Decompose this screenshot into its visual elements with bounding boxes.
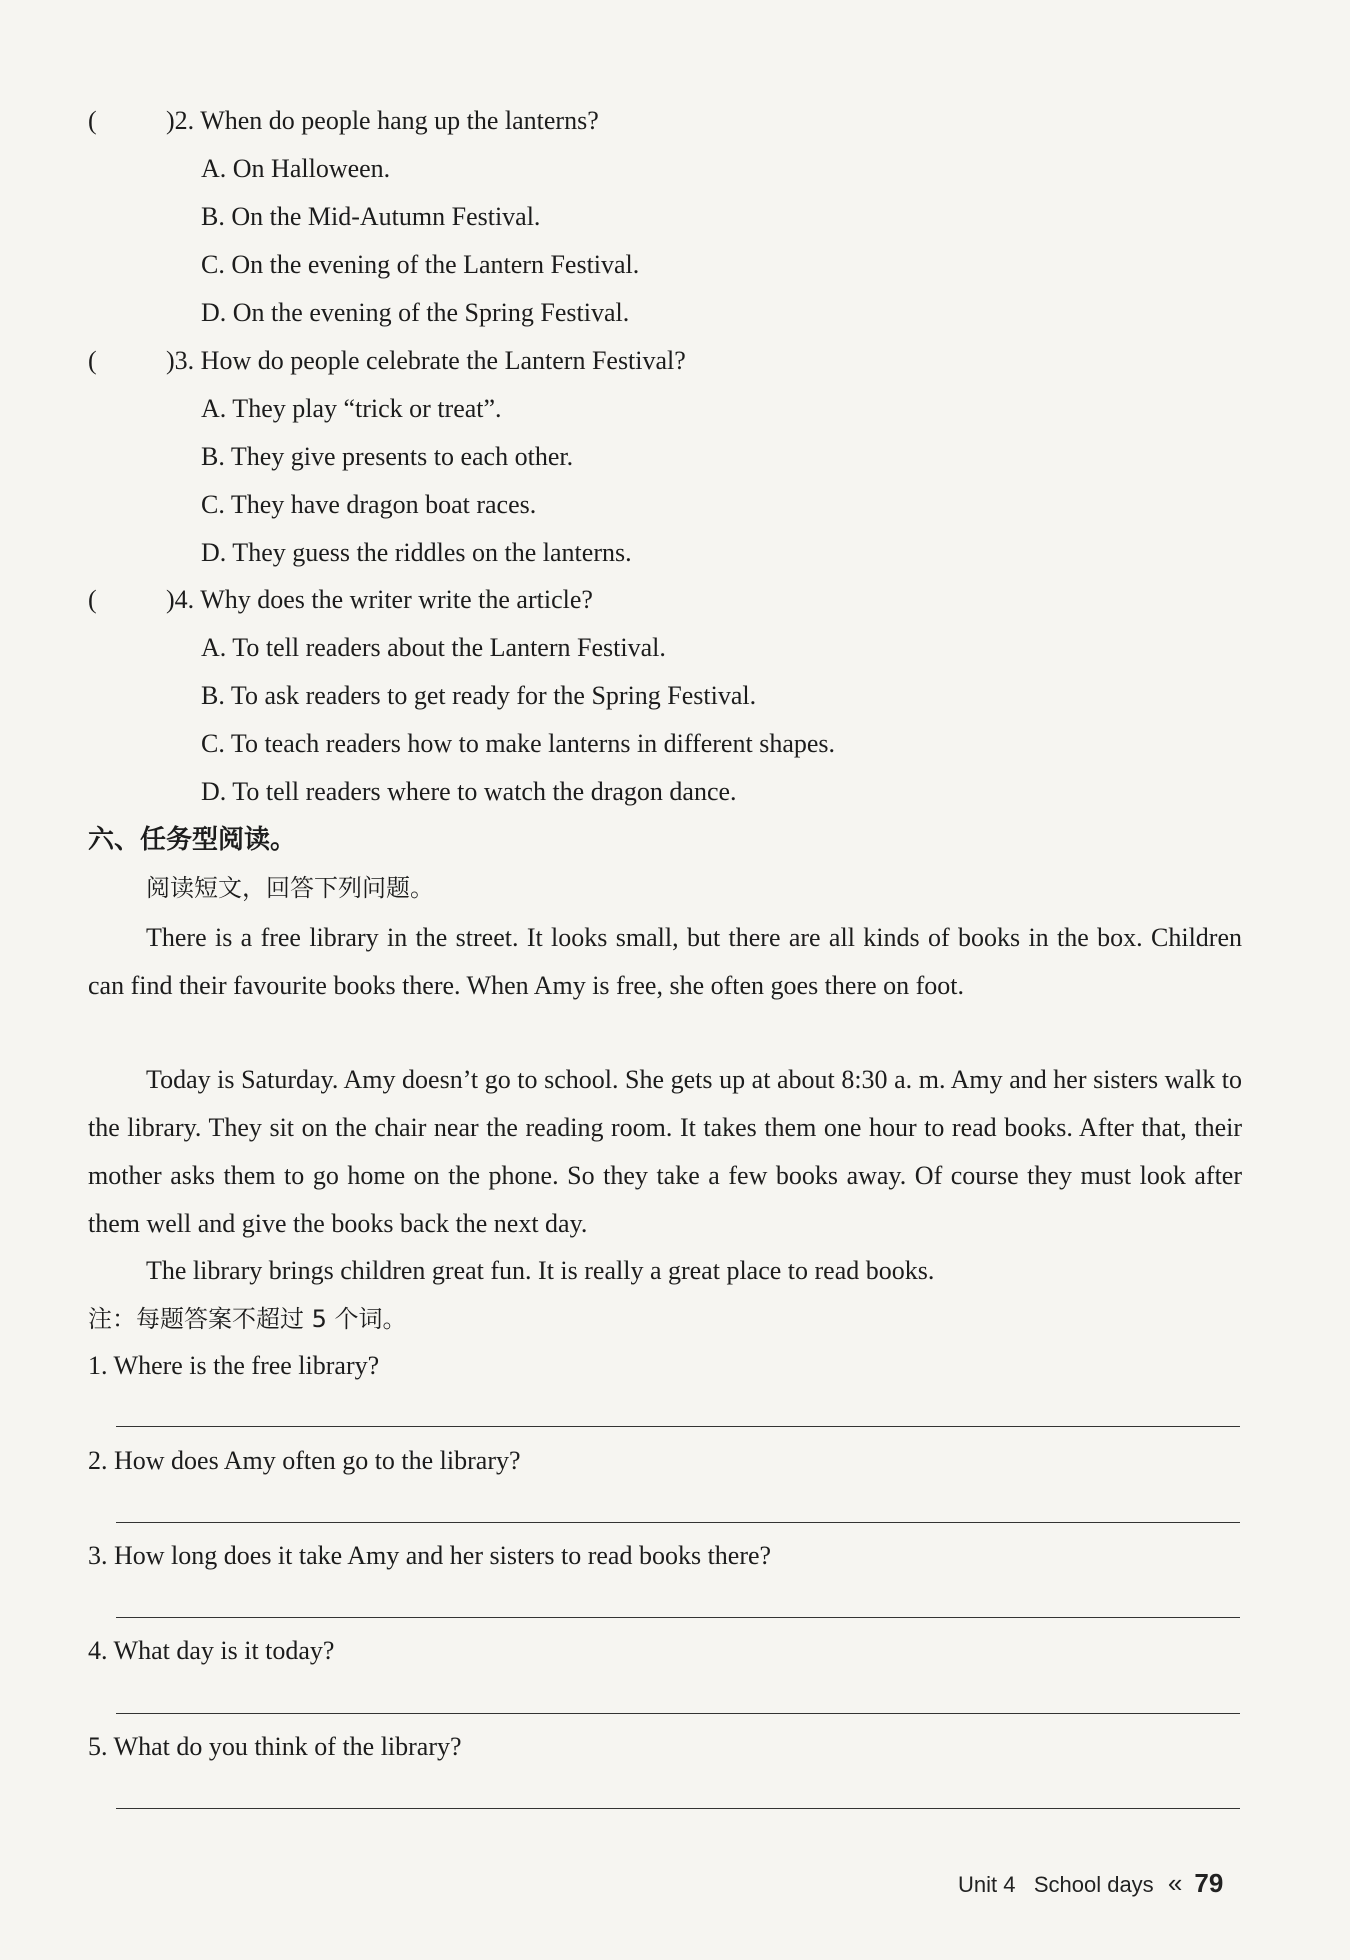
question-3: ( )3. How do people celebrate the Lantern Festival?: [88, 344, 686, 378]
option-b: B. On the Mid-Autumn Festival.: [201, 202, 541, 231]
section-heading: 六、任务型阅读。: [88, 825, 297, 855]
option-c: C. On the evening of the Lantern Festival.: [201, 250, 640, 279]
page-number: 79: [1194, 1868, 1224, 1898]
option-a: A. On Halloween.: [201, 154, 391, 183]
answer-note: 注：每题答案不超过 5 个词。: [88, 1305, 407, 1333]
short-question-1: 1. Where is the free library?: [88, 1351, 380, 1380]
short-question-5: 5. What do you think of the library?: [88, 1732, 462, 1761]
question-text: 3. How do people celebrate the Lantern Festival?: [174, 346, 686, 375]
option-d: D. On the evening of the Spring Festival.: [201, 298, 630, 327]
answer-bracket[interactable]: (: [88, 346, 97, 375]
option-d: D. To tell readers where to watch the dragon dance.: [201, 777, 737, 806]
passage-paragraph-1: There is a free library in the street. It looks small, but there are all kinds of books in the box. Children can find their favourite books there. When Amy is free, she often goes there on foot.: [88, 923, 1242, 1000]
answer-line-5[interactable]: [116, 1808, 1240, 1809]
short-question-4: 4. What day is it today?: [88, 1636, 335, 1665]
option-a: A. To tell readers about the Lantern Festival.: [201, 633, 666, 662]
option-b: B. To ask readers to get ready for the Spring Festival.: [201, 681, 757, 710]
answer-line-2[interactable]: [116, 1522, 1240, 1523]
answer-line-3[interactable]: [116, 1617, 1240, 1618]
answer-bracket[interactable]: (: [88, 106, 97, 135]
question-4: ( )4. Why does the writer write the article?: [88, 583, 593, 617]
short-question-2: 2. How does Amy often go to the library?: [88, 1446, 521, 1475]
question-text: 4. Why does the writer write the article?: [174, 585, 593, 614]
short-question-3: 3. How long does it take Amy and her sisters to read books there?: [88, 1541, 772, 1570]
option-b: B. They give presents to each other.: [201, 442, 574, 471]
option-c: C. To teach readers how to make lanterns in different shapes.: [201, 729, 836, 758]
option-d: D. They guess the riddles on the lanterns.: [201, 538, 632, 567]
footer-unit: Unit 4: [958, 1872, 1016, 1897]
answer-line-4[interactable]: [116, 1713, 1240, 1714]
footer-title: School days: [1033, 1872, 1154, 1897]
question-text: 2. When do people hang up the lanterns?: [174, 106, 599, 135]
answer-bracket[interactable]: (: [88, 585, 97, 614]
section-instruction: 阅读短文，回答下列问题。: [146, 874, 434, 902]
answer-line-1[interactable]: [116, 1426, 1240, 1427]
option-c: C. They have dragon boat races.: [201, 490, 537, 519]
option-a: A. They play “trick or treat”.: [201, 394, 502, 423]
question-2: ( )2. When do people hang up the lanterns?: [88, 104, 599, 138]
page-footer: [958, 1868, 1223, 1900]
passage-paragraph-3: The library brings children great fun. It is really a great place to read books.: [146, 1256, 935, 1285]
passage-paragraph-2: Today is Saturday. Amy doesn’t go to school. She gets up at about 8:30 a. m. Amy and her sisters walk to the library. They sit on the chair near the reading room. It takes them one hour to read books. After that, their mother asks them to go home on the phone. So they take a few books away. Of course they must look after them well and give the books back the next day.: [88, 1065, 1242, 1238]
chevron-left-icon: «: [1167, 1868, 1183, 1898]
